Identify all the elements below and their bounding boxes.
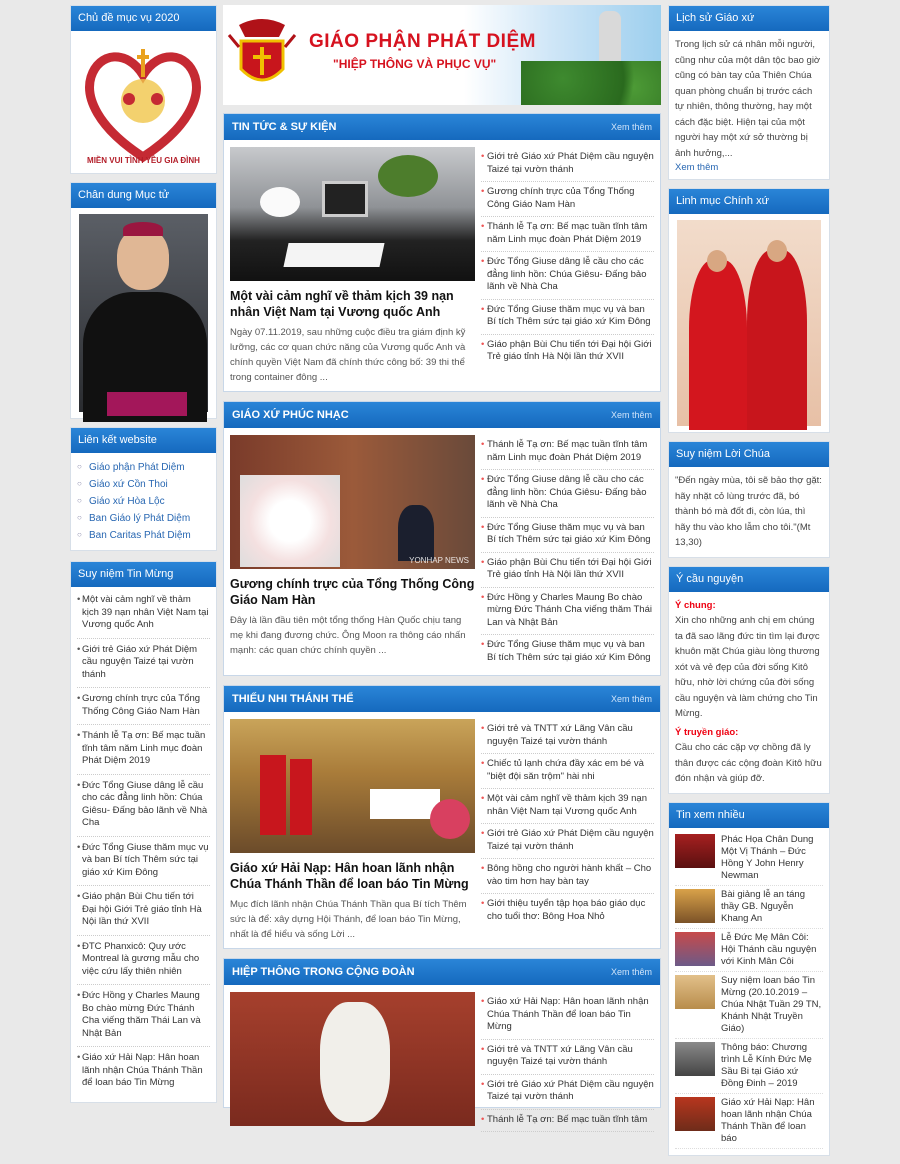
section-title[interactable]: GIÁO XỨ PHÚC NHẠC	[232, 409, 349, 421]
list-item[interactable]: • Giới trẻ Giáo xứ Phát Diệm cầu nguyện Taizé tại vườn thánh	[481, 147, 654, 182]
list-item[interactable]: • Đức Tổng Giuse thăm mục vụ và ban Bí tích Thêm sức tại giáo xứ Kim Đông	[481, 635, 654, 669]
right-sidebar	[668, 5, 830, 1164]
left-sidebar	[70, 5, 217, 1111]
prayer-mission-text: Cầu cho các cặp vợ chồng đã ly thân được các cộng đoàn Kitô hữu đón nhận và giúp đỡ.	[675, 742, 822, 784]
gospel-box	[70, 561, 217, 1103]
most-viewed-title: Tin xem nhiều	[669, 803, 829, 828]
priest-box	[668, 188, 830, 433]
list-item-title[interactable]: Thông báo: Chương trình Lễ Kính Đức Mẹ Sầu Bi tại Giáo xứ Đồng Đinh – 2019	[721, 1041, 812, 1089]
list-item[interactable]	[675, 929, 823, 972]
list-item[interactable]: • Đức Hồng y Charles Maung Bo chào mừng Đức Thánh Cha viếng thăm Thái Lan và Nhật Bản	[481, 588, 654, 636]
list-item[interactable]: • Thánh lễ Tạ ơn: Bế mạc tuần tĩnh tâm năm Linh mục đoàn Phát Diệm 2019	[77, 725, 210, 775]
list-item[interactable]: • Đức Tổng Giuse thăm mục vụ và ban Bí tích Thêm sức tại giáo xứ Kim Đông	[481, 518, 654, 553]
list-item[interactable]: • Giới trẻ Giáo xứ Phát Diệm cầu nguyện Taizé tại vườn thánh	[481, 824, 654, 859]
children-eucharist-section	[223, 685, 661, 949]
word-box	[668, 441, 830, 558]
list-item[interactable]	[675, 972, 823, 1039]
featured-title[interactable]: Gương chính trực của Tổng Thống Công Giáo Nam Hàn	[230, 577, 475, 607]
most-viewed-list	[669, 828, 829, 1155]
section-title[interactable]: THIẾU NHI THÁNH THỂ	[232, 693, 354, 705]
link-item[interactable]: ○ Ban Giáo lý Phát Diệm	[77, 510, 210, 527]
list-item[interactable]	[675, 1039, 823, 1094]
list-item[interactable]: • Một vài cảm nghĩ về thảm kịch 39 nạn nhân Việt Nam tại Vương quốc Anh	[481, 789, 654, 824]
history-text: Trong lịch sử cá nhân mỗi người, cũng như của một dân tộc bao giờ cũng có bàn tay của Thiên Chúa quan phòng chuẩn bị trước cách tự nhiên, thông thường, hay một cách đặc biệt. Hiện tại của một người hay một xứ sở thường bị ảnh hưởng,...	[675, 39, 821, 159]
list-item[interactable]	[675, 886, 823, 929]
featured-title[interactable]: Giáo xứ Hải Nạp: Hân hoan lãnh nhận Chúa Thánh Thần để loan báo Tin Mừng	[230, 861, 469, 891]
bishop-portrait[interactable]	[79, 214, 208, 412]
banner-title: GIÁO PHẬN PHÁT DIỆM	[309, 31, 536, 52]
list-item[interactable]: • Đức Tổng Giuse dâng lễ cầu cho các đẳng linh hồn: Chúa Giêsu- Đấng bảo lãnh về Nhà Cha	[77, 775, 210, 837]
theme-box-title: Chủ đề mục vụ 2020	[71, 6, 216, 31]
featured-title[interactable]: Một vài cảm nghĩ về thảm kịch 39 nạn nhân Việt Nam tại Vương quốc Anh	[230, 289, 454, 319]
gospel-box-title: Suy niệm Tin Mừng	[71, 562, 216, 587]
list-item[interactable]: • Thánh lễ Tạ ơn: Bế mạc tuần tĩnh tâm năm Linh mục đoàn Phát Diệm 2019	[481, 435, 654, 470]
see-more-link[interactable]: Xem thêm	[610, 410, 652, 420]
section-header	[224, 686, 660, 712]
list-item[interactable]: • Bông hồng cho người hành khất – Cho vào tim hơn hay bàn tay	[481, 859, 654, 894]
list-item[interactable]: • Giáo xứ Hải Nạp: Hân hoan lãnh nhận Chúa Thánh Thần để loan báo Tin Mừng	[481, 992, 654, 1040]
link-item[interactable]: ○ Giáo xứ Cồn Thoi	[77, 476, 210, 493]
section-header	[224, 959, 660, 985]
priest-box-title: Linh mục Chính xứ	[669, 189, 829, 214]
section-header	[224, 402, 660, 428]
list-item[interactable]: • Giáo phận Bùi Chu tiến tới Đại hội Giới Trẻ giáo tỉnh Hà Nội lần thứ XVII	[481, 335, 654, 369]
list-item-title[interactable]: Giáo xứ Hải Nạp: Hân hoan lãnh nhận Chúa Thánh Thần để loan báo	[721, 1096, 815, 1144]
prayer-box-title: Ý cầu nguyện	[669, 567, 829, 592]
list-item[interactable]: • Gương chính trực của Tổng Thống Công Giáo Nam Hàn	[77, 688, 210, 725]
article-list	[481, 992, 654, 1132]
theme-box	[70, 5, 217, 174]
website-links	[71, 453, 216, 550]
word-text: "Đến ngày mùa, tôi sẽ bảo thợ gặt: hãy nhặt cỏ lùng trước đã, bó thành bó mà đốt đi, còn lúa, thì hãy thu vào kho lẫm cho tôi."(Mt 13,30)	[675, 475, 822, 548]
featured-excerpt: Mục đích lãnh nhận Chúa Thánh Thần qua Bí tích Thêm sức là để: xây dựng Hội Thánh, để loan báo Tin Mừng, nhất là để hiểu và sống Lời ...	[230, 899, 467, 940]
article-list	[481, 147, 654, 385]
image-watermark: YONHAP NEWS	[409, 556, 469, 565]
list-item[interactable]: • Đức Tổng Giuse thăm mục vụ và ban Bí tích Thêm sức tại giáo xứ Kim Đông	[77, 837, 210, 887]
featured-article	[230, 719, 475, 942]
thumbnail	[675, 932, 715, 966]
thumbnail	[675, 1042, 715, 1076]
history-box	[668, 5, 830, 180]
list-item[interactable]	[675, 1094, 823, 1149]
featured-excerpt: Ngày 07.11.2019, sau những cuộc điều tra giám định kỹ lưỡng, các cơ quan chức năng của Vương quốc Anh và chính quyền Việt Nam đã chính thức công bố: 39 thi thể trong container đông ...	[230, 327, 466, 383]
see-more-link[interactable]: Xem thêm	[610, 967, 652, 977]
list-item[interactable]: • Giáo xứ Hải Nạp: Hân hoan lãnh nhận Chúa Thánh Thần để loan báo Tin Mừng	[77, 1047, 210, 1096]
news-events-section	[223, 113, 661, 392]
list-item[interactable]	[675, 831, 823, 886]
banner-motto: "HIỆP THÔNG VÀ PHỤC VỤ"	[333, 57, 497, 71]
most-viewed-box	[668, 802, 830, 1156]
history-box-title: Lịch sử Giáo xứ	[669, 6, 829, 31]
thumbnail	[675, 975, 715, 1009]
featured-image[interactable]	[230, 435, 475, 569]
prayer-general-text: Xin cho những anh chị em chúng ta đã sao lãng đức tin tìm lại được khuôn mặt Chúa giàu lòng thương xót và vẻ đẹp của đời sống Kitô hữu, nhờ lời chứng của đời sống cầu nguyện và làm chứng cho Tin Mừng.	[675, 615, 820, 719]
list-item[interactable]: • Đức Tổng Giuse thăm mục vụ và ban Bí tích Thêm sức tại giáo xứ Kim Đông	[481, 300, 654, 335]
section-title[interactable]: TIN TỨC & SỰ KIỆN	[232, 121, 337, 133]
article-list	[481, 435, 654, 669]
section-header	[224, 114, 660, 140]
banner-church-graphic	[521, 5, 661, 105]
section-title[interactable]: HIỆP THÔNG TRONG CỘNG ĐOÀN	[232, 966, 415, 978]
thumbnail	[675, 834, 715, 868]
pastoral-theme-logo[interactable]	[71, 31, 216, 173]
main-content	[223, 5, 661, 1125]
list-item[interactable]: • Giới trẻ Giáo xứ Phát Diệm cầu nguyện Taizé tại vườn thánh	[481, 1075, 654, 1110]
list-item[interactable]: • Giới thiệu tuyển tập họa báo giáo dục cho tuổi thơ: Bông Hoa Nhỏ	[481, 894, 654, 928]
link-item[interactable]: ○ Giáo phận Phát Diệm	[77, 459, 210, 476]
links-box	[70, 427, 217, 551]
featured-article	[230, 147, 475, 385]
list-item-title[interactable]: Suy niệm loan báo Tin Mừng (20.10.2019 – Chúa Nhật Tuần 29 TN, Khánh Nhật Truyền Giáo)	[721, 974, 822, 1034]
link-item[interactable]: ○ Giáo xứ Hòa Lộc	[77, 493, 210, 510]
gospel-list	[71, 587, 216, 1102]
list-item-title[interactable]: Phác Họa Chân Dung Một Vị Thánh – Đức Hồng Y John Henry Newman	[721, 833, 814, 881]
list-item[interactable]: • Giáo phận Bùi Chu tiến tới Đại hội Giới Trẻ giáo tỉnh Hà Nội lần thứ XVII	[77, 886, 210, 936]
list-item-title[interactable]: Bài giảng lễ an táng thầy GB. Nguyễn Khang An	[721, 888, 805, 924]
community-communion-section	[223, 958, 661, 1125]
list-item[interactable]: • Chiếc tủ lạnh chứa đầy xác em bé và "biệt đội săn trộm" hài nhi	[481, 754, 654, 789]
list-item[interactable]: • Gương chính trực của Tổng Thống Công Giáo Nam Hàn	[481, 182, 654, 217]
list-item[interactable]: • Giáo phận Bùi Chu tiến tới Đại hội Giới Trẻ giáo tỉnh Hà Nội lần thứ XVII	[481, 553, 654, 588]
links-box-title: Liên kết website	[71, 428, 216, 453]
list-item[interactable]: • Thánh lễ Tạ ơn: Bế mạc tuần tĩnh tâm	[481, 1110, 654, 1133]
list-item[interactable]: • ĐTC Phanxicô: Quy ước Montreal là gương mẫu cho việc cứu lấy thiên nhiên	[77, 936, 210, 986]
featured-article	[230, 435, 475, 669]
list-item[interactable]: • Giới trẻ và TNTT xứ Lãng Vân cầu nguyện Taizé tại vườn thánh	[481, 1040, 654, 1075]
logo-caption: MIỀN VUI TÌNH YÊU GIA ĐÌNH	[87, 156, 200, 165]
prayer-mission-label: Ý truyền giáo:	[675, 726, 739, 738]
list-item-title[interactable]: Lễ Đức Mẹ Mân Côi: Hội Thánh cầu nguyện với Kinh Mân Côi	[721, 931, 817, 967]
featured-image[interactable]	[230, 992, 475, 1126]
list-item[interactable]: • Đức Hồng y Charles Maung Bo chào mừng Đức Thánh Cha viếng thăm Thái Lan và Nhật Bản	[77, 985, 210, 1047]
family-heart-logo	[77, 37, 210, 169]
see-more-link[interactable]: Xem thêm	[610, 694, 652, 704]
list-item[interactable]: • Giới trẻ và TNTT xứ Lãng Vân cầu nguyện Taizé tại vườn thánh	[481, 719, 654, 754]
portrait-box-title: Chân dung Mục tử	[71, 183, 216, 208]
history-see-more[interactable]: Xem thêm	[675, 162, 719, 173]
featured-image[interactable]	[230, 147, 475, 281]
link-item[interactable]: ○ Ban Caritas Phát Diệm	[77, 527, 210, 544]
list-item[interactable]: • Đức Tổng Giuse dâng lễ cầu cho các đẳng linh hồn: Chúa Giêsu- Đấng bảo lãnh về Nhà Cha	[481, 470, 654, 518]
article-list	[481, 719, 654, 942]
list-item[interactable]: • Thánh lễ Tạ ơn: Bế mạc tuần tĩnh tâm năm Linh mục đoàn Phát Diệm 2019	[481, 217, 654, 252]
list-item[interactable]: • Giới trẻ Giáo xứ Phát Diệm cầu nguyện Taizé tại vườn thánh	[77, 639, 210, 689]
word-box-title: Suy niệm Lời Chúa	[669, 442, 829, 467]
thumbnail	[675, 889, 715, 923]
phuc-nhac-parish-section	[223, 401, 661, 676]
parish-priests-photo[interactable]	[677, 220, 821, 426]
diocese-coat-of-arms	[227, 17, 297, 97]
list-item[interactable]: • Một vài cảm nghĩ về thảm kịch 39 nạn nhân Việt Nam tại Vương quốc Anh	[77, 589, 210, 639]
featured-article	[230, 992, 475, 1132]
site-banner[interactable]	[223, 5, 661, 105]
featured-image[interactable]	[230, 719, 475, 853]
see-more-link[interactable]: Xem thêm	[610, 122, 652, 132]
thumbnail	[675, 1097, 715, 1131]
portrait-box	[70, 182, 217, 419]
prayer-box	[668, 566, 830, 794]
prayer-general-label: Ý chung:	[675, 599, 716, 611]
featured-excerpt: Đây là lần đầu tiên một tổng thống Hàn Quốc chịu tang mẹ khi đang đương chức. Ông Moon ra thông cáo nhấn mạnh: các quan chức chính quyền ...	[230, 615, 466, 656]
list-item[interactable]: • Đức Tổng Giuse dâng lễ cầu cho các đẳng linh hồn: Chúa Giêsu- Đấng bảo lãnh về Nhà Cha	[481, 252, 654, 300]
